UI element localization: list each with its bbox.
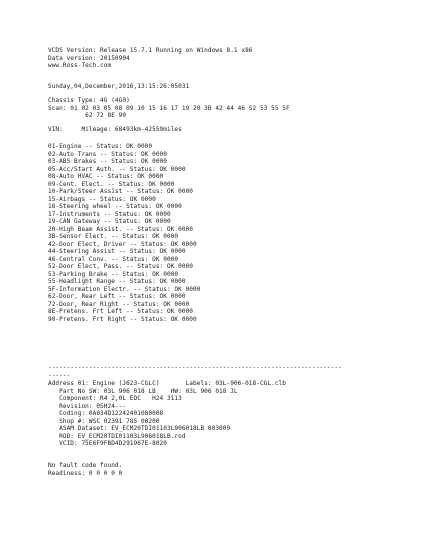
module-status-line: 08-Auto HVAC -- Status: OK 0000 (48, 173, 164, 180)
part-number-line: Part No SW: 03L 906 018 LB HW: 03L 906 018 JL (48, 387, 238, 395)
module-status-line: 09-Cent. Elect. -- Status: OK 0000 (48, 180, 175, 188)
shop-line: Shop #: WSC 02391 785 00200 (48, 417, 160, 425)
module-status-line: 44-Steering Assist -- Status: OK 0000 (48, 248, 186, 255)
module-status-line: 19-CAN Gateway -- Status: OK 0000 (48, 218, 171, 225)
module-status-line: 46-Central Conv. -- Status: OK 0000 (48, 255, 179, 263)
separator (48, 364, 419, 379)
module-status-line: 72-Door, Rear Right -- Status: OK 0000 (48, 300, 190, 308)
scan-date (48, 83, 419, 91)
module-status-line: 01-Engine -- Status: OK 0000 (48, 143, 153, 150)
module-status-line: 52-Door Elect, Pass. -- Status: OK 0000 (48, 263, 194, 270)
module-status-line: 42-Door Elect, Driver -- Status: OK 0000 (48, 240, 197, 248)
module-status-line: 8E-Pretens. Frt Left -- Status: OK 0000 (48, 308, 194, 315)
module-status-line: 02-Auto Trans -- Status: OK 0000 (48, 150, 167, 158)
fault-code-line: No fault code found. (48, 462, 123, 469)
scan-list-cont-line: 62 72 8E 90 (48, 112, 127, 119)
module-status-line: 17-Instruments -- Status: OK 0000 (48, 210, 171, 218)
date-line: Sunday,04,December,2016,13:15:26:05031 (48, 83, 190, 90)
website-line: www.Ross-Tech.com (48, 62, 112, 69)
module-status-line: 15-Airbags -- Status: OK 0000 (48, 195, 156, 203)
vin-mileage-line: VIN: Mileage: 68493km-42559miles (48, 126, 182, 133)
chassis-section (48, 97, 419, 120)
version-header (48, 47, 419, 70)
vcid-line: VCID: 75E6F9FBD4D291967E-8020 (48, 440, 167, 447)
version-line: VCDS Version: Release 15.7.1 Running on Windows 8.1 x86 (48, 47, 253, 54)
chassis-type-line: Chassis Type: 4G (4G0) (48, 97, 130, 104)
module-status-line: 55-Headlight Range -- Status: OK 0000 (48, 278, 186, 285)
module-status-line: 03-ABS Brakes -- Status: OK 0000 (48, 158, 167, 165)
module-status-line: 05-Acc/Start Auth. -- Status: OK 0000 (48, 165, 186, 173)
module-status-line: 10-Park/Steer Assist -- Status: OK 0000 (48, 188, 194, 195)
module-status-line: 90-Pretens. Frt Right -- Status: OK 0000 (48, 315, 197, 323)
module-status-line: 16-Steering wheel -- Status: OK 0000 (48, 203, 182, 210)
data-version-line: Data version: 20150904 (48, 54, 130, 62)
asam-dataset-line: ASAM Dataset: EV_ECM20TDI01103L906018LB 003009 (48, 425, 231, 432)
vin-section (48, 126, 419, 134)
module-status-line: 20-High Beam Assist. -- Status: OK 0000 (48, 225, 194, 233)
separator-line: ------ (48, 371, 71, 379)
module-status-list (48, 143, 419, 323)
component-line: Component: R4 2,0L EDC H24 3113 (48, 395, 182, 402)
address-detail (48, 380, 419, 448)
readiness-line: Readiness: 0 0 0 0 0 (48, 469, 123, 477)
scan-list-line: Scan: 01 02 03 05 08 09 10 15 16 17 19 20 3B 42 44 46 52 53 55 5F (48, 104, 290, 112)
rod-line: ROD: EV_ECM20TDI01103L906018LB.rod (48, 432, 186, 440)
coding-line: Coding: 0A034D12242401080008 (48, 410, 164, 417)
revision-line: Revision: 05H24--- (48, 402, 127, 410)
module-status-line: 5F-Information Electr. -- Status: OK 0000 (48, 285, 201, 293)
module-status-line: 53-Parking Brake -- Status: OK 0000 (48, 270, 179, 278)
address-title-line: Address 01: Engine (J623-CGLC) Labels: 03L-906-018-CGL.clb (48, 380, 286, 387)
separator-line: ------------------------------------------------------------------------------- (48, 364, 342, 371)
fault-summary (48, 462, 419, 477)
module-status-line: 62-Door, Rear Left -- Status: OK 0000 (48, 293, 186, 300)
module-status-line: 3B-Sensor Elect. -- Status: OK 0000 (48, 233, 179, 240)
